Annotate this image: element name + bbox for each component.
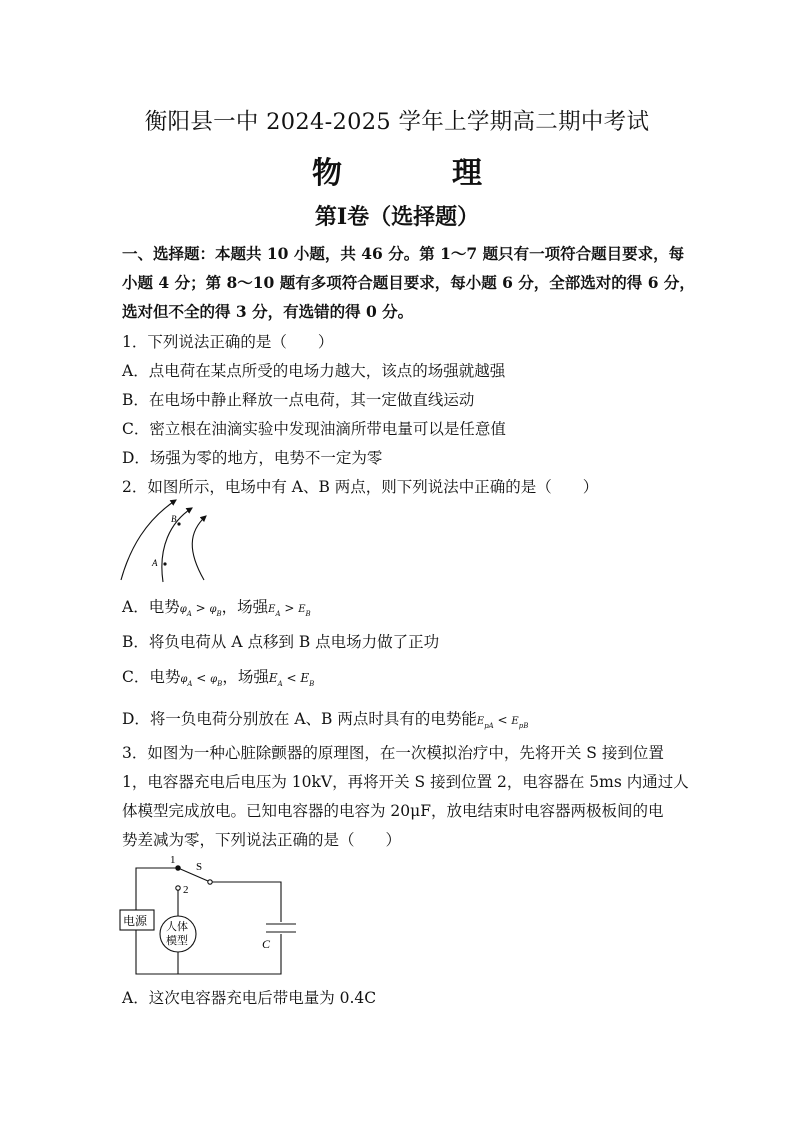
q2-option-d: D．将一负电荷分别放在 A、B 两点时具有的电势能$E_{pA} < E_{pB}$ (122, 710, 529, 731)
q1-option-b: B．在电场中静止释放一点电荷，其一定做直线运动 (122, 391, 475, 409)
field-line-3 (192, 516, 206, 580)
field-line-2 (162, 508, 192, 582)
subject-title: 物 理 (312, 156, 522, 191)
terminal-1-label: 1 (170, 854, 176, 866)
terminal-2 (176, 886, 180, 890)
field-line-1 (121, 500, 176, 580)
switch-s-label: S (196, 861, 203, 873)
q1-stem: 1．下列说法正确的是（ ） (122, 333, 334, 351)
q3-stem-line-3: 体模型完成放电。已知电容器的电容为 20μF，放电结束时电容器两极板间的电 (122, 802, 664, 820)
q3-stem-line-4: 势差减为零，下列说法正确的是（ ） (122, 831, 402, 849)
point-b-label: B (171, 514, 177, 524)
capacitor-label: C (262, 937, 271, 951)
q3-option-a: A．这次电容器充电后带电量为 0.4C (122, 989, 377, 1007)
instructions-line-1: 一、选择题：本题共 10 小题，共 46 分。第 1～7 题只有一项符合题目要求，每 (122, 244, 685, 263)
point-b-dot (177, 522, 180, 525)
power-source-label: 电源 (123, 914, 148, 928)
q2-option-c: C．电势$\varphi_A < \varphi_B$，场强$E_A < E_B$ (122, 668, 315, 689)
q3-defibrillator-circuit (118, 852, 303, 978)
q2-option-b: B．将负电荷从 A 点移到 B 点电场力做了正功 (122, 633, 440, 651)
exam-title: 衡阳县一中 2024-2025 学年上学期高二期中考试 (144, 109, 650, 135)
body-model-label-2: 模型 (166, 935, 188, 947)
q1-option-c: C．密立根在油滴实验中发现油滴所带电量可以是任意值 (122, 420, 506, 438)
terminal-2-label: 2 (183, 884, 189, 896)
instructions-line-2: 小题 4 分；第 8～10 题有多项符合题目要求，每小题 6 分，全部选对的得 6 分， (122, 273, 695, 292)
point-a-dot (163, 562, 166, 565)
q2-option-a: A．电势$\varphi_A > \varphi_B$，场强$E_A > E_B$ (122, 598, 311, 619)
q2-field-lines-figure (118, 498, 218, 584)
q3-stem-line-2: 1，电容器充电后电压为 10kV，再将开关 S 接到位置 2，电容器在 5ms 内通过人 (122, 773, 689, 791)
q1-option-d: D．场强为零的地方，电势不一定为零 (122, 449, 383, 467)
q3-stem-line-1: 3．如图为一种心脏除颤器的原理图，在一次模拟治疗中，先将开关 S 接到位置 (122, 744, 664, 762)
wire-top-right (212, 882, 281, 922)
instructions-line-3: 选对但不全的得 3 分，有选错的得 0 分。 (122, 302, 414, 321)
q2-stem: 2．如图所示，电场中有 A、B 两点，则下列说法中正确的是（ ） (122, 478, 599, 496)
body-model-label-1: 人体 (166, 921, 188, 933)
point-a-label: A (152, 558, 158, 568)
q1-option-a: A．点电荷在某点所受的电场力越大，该点的场强就越强 (122, 362, 506, 380)
switch-pivot (208, 880, 212, 884)
section-title: 第Ⅰ卷（选择题） (314, 204, 480, 230)
switch-s (178, 868, 208, 881)
